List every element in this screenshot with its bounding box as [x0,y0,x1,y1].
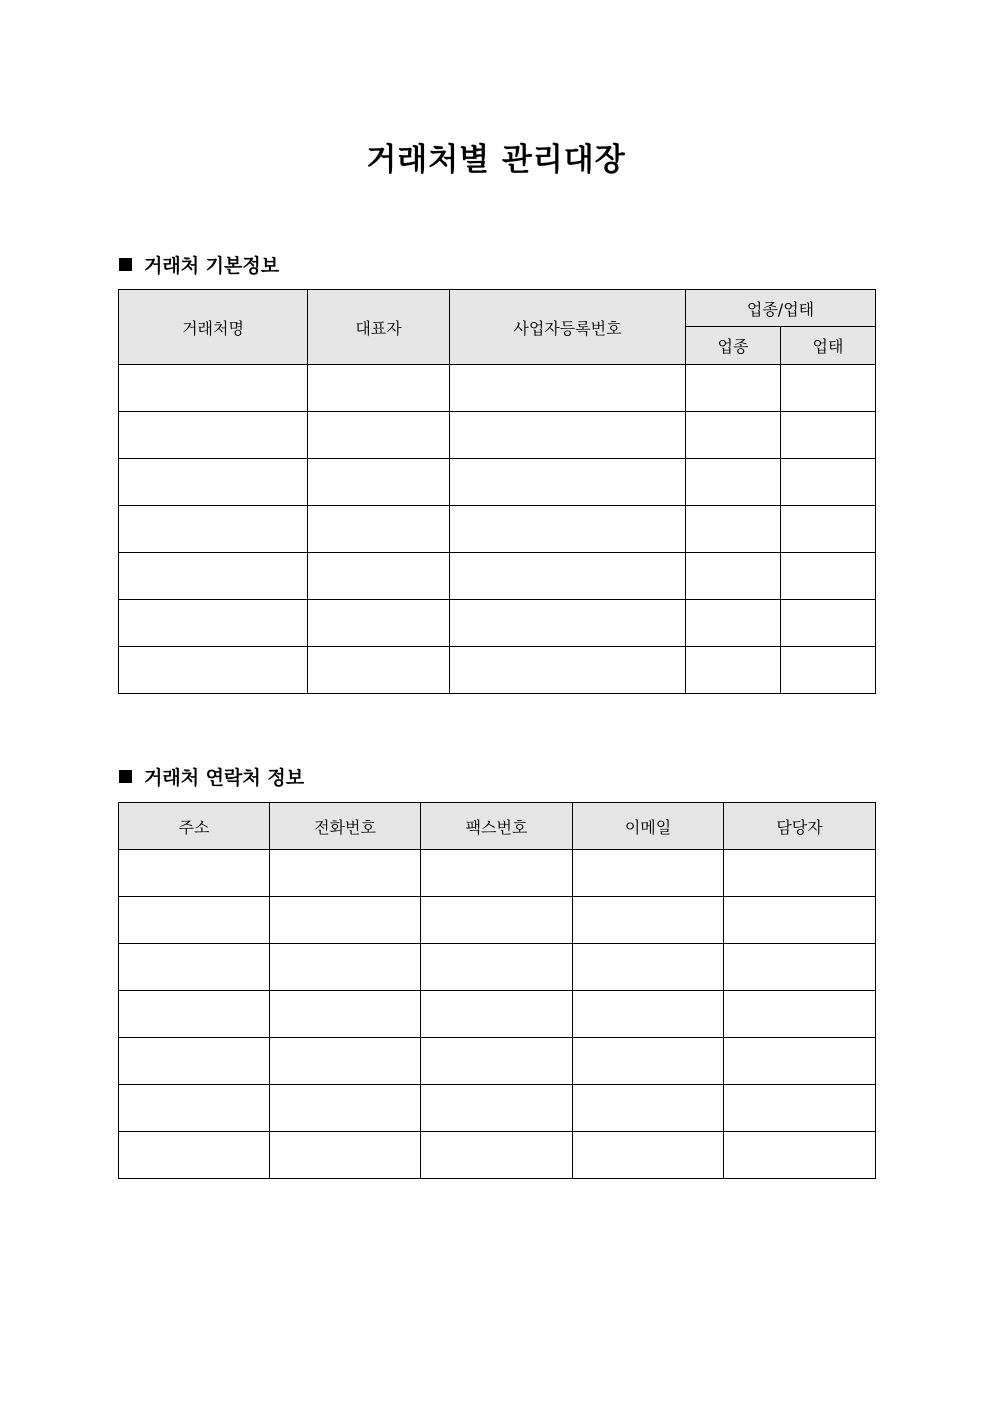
table-cell[interactable] [686,647,781,694]
table-cell[interactable] [573,1038,724,1085]
table-cell[interactable] [450,647,686,694]
table-cell[interactable] [270,1038,421,1085]
table-cell[interactable] [119,1085,270,1132]
table-cell[interactable] [421,850,573,897]
table-cell[interactable] [308,365,450,412]
table-cell[interactable] [270,1132,421,1179]
header-business-reg-no: 사업자등록번호 [450,290,686,365]
table-cell[interactable] [686,365,781,412]
header-company-name: 거래처명 [119,290,308,365]
table-row [119,365,876,412]
table-row [119,647,876,694]
header-business-type: 업태 [781,327,876,365]
table-cell[interactable] [781,647,876,694]
table-row [119,944,876,991]
basic-info-heading [119,251,279,278]
table-cell[interactable] [119,944,270,991]
table-cell[interactable] [724,991,876,1038]
table-cell[interactable] [724,1132,876,1179]
header-industry-group: 업종/업태 [686,290,876,327]
table-cell[interactable] [119,553,308,600]
header-address: 주소 [119,803,270,850]
table-cell[interactable] [573,850,724,897]
table-row [119,553,876,600]
table-row [119,506,876,553]
table-cell[interactable] [421,1132,573,1179]
table-cell[interactable] [270,944,421,991]
table-cell[interactable] [270,1085,421,1132]
table-cell[interactable] [119,850,270,897]
table-cell[interactable] [119,506,308,553]
table-cell[interactable] [686,459,781,506]
table-cell[interactable] [119,412,308,459]
table-row [119,412,876,459]
table-row [119,1038,876,1085]
table-cell[interactable] [450,506,686,553]
table-cell[interactable] [573,897,724,944]
table-cell[interactable] [270,897,421,944]
table-cell[interactable] [781,553,876,600]
basic-info-table [118,289,876,694]
contact-info-table [118,802,876,1179]
table-cell[interactable] [421,1085,573,1132]
table-row [119,459,876,506]
table-cell[interactable] [308,553,450,600]
table-cell[interactable] [119,897,270,944]
square-bullet-icon [119,770,132,783]
basic-info-heading-label: 거래처 기본정보 [144,255,280,277]
document-title: 거래처별 관리대장 [366,142,626,178]
table-cell[interactable] [450,553,686,600]
table-cell[interactable] [421,897,573,944]
basic-info-body [119,365,876,694]
table-cell[interactable] [781,412,876,459]
table-cell[interactable] [450,412,686,459]
contact-info-body [119,850,876,1179]
table-row [119,850,876,897]
table-row [119,897,876,944]
table-cell[interactable] [573,944,724,991]
table-cell[interactable] [724,944,876,991]
table-cell[interactable] [421,991,573,1038]
table-cell[interactable] [781,506,876,553]
square-bullet-icon [119,258,132,271]
table-cell[interactable] [781,600,876,647]
table-row [119,1085,876,1132]
table-cell[interactable] [724,1085,876,1132]
table-cell[interactable] [119,459,308,506]
table-cell[interactable] [119,600,308,647]
table-cell[interactable] [119,991,270,1038]
table-cell[interactable] [119,365,308,412]
table-row [119,991,876,1038]
table-cell[interactable] [686,412,781,459]
header-email: 이메일 [573,803,724,850]
table-cell[interactable] [119,1132,270,1179]
table-cell[interactable] [421,944,573,991]
table-cell[interactable] [119,647,308,694]
table-cell[interactable] [450,365,686,412]
header-fax: 팩스번호 [421,803,573,850]
contact-info-heading-label: 거래처 연락처 정보 [144,767,305,789]
contact-info-heading [119,763,304,790]
header-industry-type: 업종 [686,327,781,365]
table-cell[interactable] [573,991,724,1038]
table-cell[interactable] [308,647,450,694]
table-cell[interactable] [724,850,876,897]
table-cell[interactable] [308,600,450,647]
table-cell[interactable] [781,365,876,412]
table-cell[interactable] [308,459,450,506]
table-cell[interactable] [270,850,421,897]
table-row [119,600,876,647]
header-representative: 대표자 [308,290,450,365]
table-cell[interactable] [421,1038,573,1085]
table-cell[interactable] [724,1038,876,1085]
table-cell[interactable] [781,459,876,506]
table-cell[interactable] [450,600,686,647]
table-cell[interactable] [119,1038,270,1085]
table-cell[interactable] [686,506,781,553]
table-cell[interactable] [450,459,686,506]
table-cell[interactable] [308,506,450,553]
header-contact-person: 담당자 [724,803,876,850]
table-cell[interactable] [573,1132,724,1179]
table-cell[interactable] [724,897,876,944]
table-cell[interactable] [573,1085,724,1132]
table-row [119,1132,876,1179]
table-cell[interactable] [686,600,781,647]
table-cell[interactable] [686,553,781,600]
table-cell[interactable] [308,412,450,459]
table-cell[interactable] [270,991,421,1038]
header-phone: 전화번호 [270,803,421,850]
